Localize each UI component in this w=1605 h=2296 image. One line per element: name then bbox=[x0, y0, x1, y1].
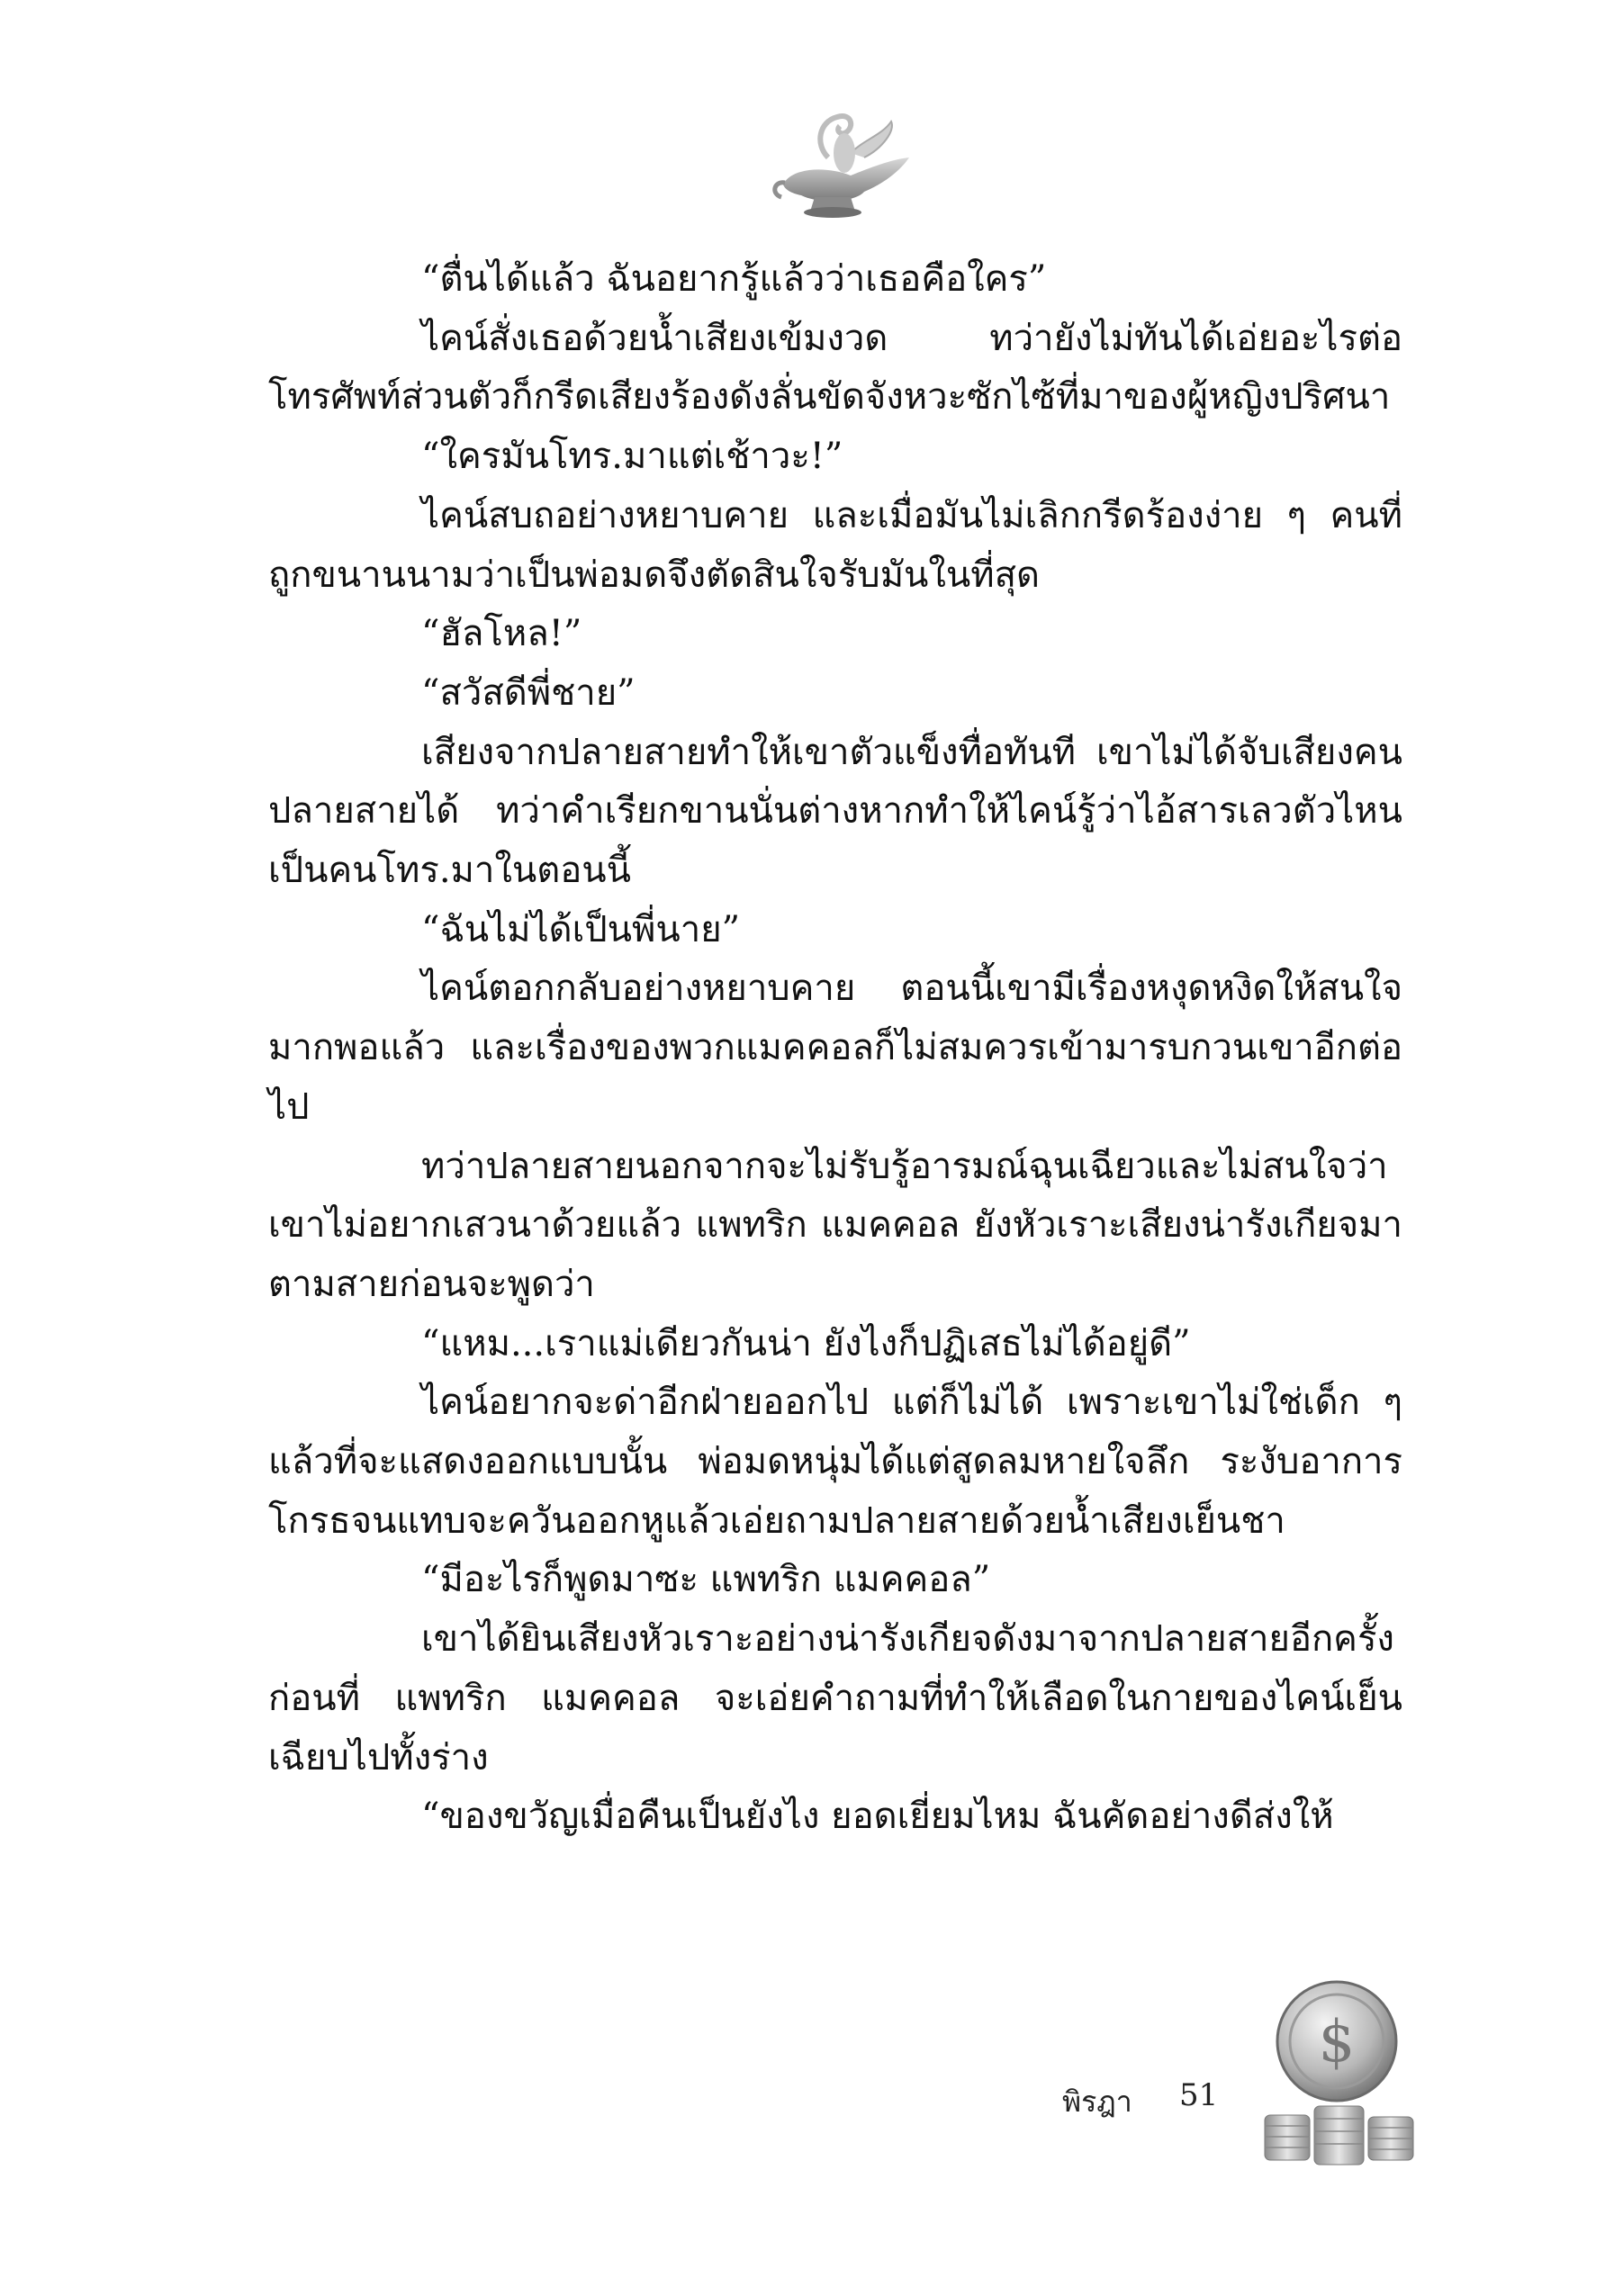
chapter-body bbox=[268, 250, 1402, 1847]
svg-text:$: $ bbox=[1318, 2009, 1356, 2075]
paragraph: เสียงจากปลายสายทำให้เขาตัวแข็งทื่อทันที เขาไม่ได้จับเสียงคนปลายสายได้ ทว่าคำเรียกขานนั่นต่างหากทำให้ไคน์รู้ว่าไอ้สารเลวตัวไหนเป็นคนโทร.มาในตอนนี้ bbox=[268, 731, 1402, 892]
author-name: พิรฎา bbox=[1062, 2084, 1132, 2119]
paragraph: ไคน์อยากจะด่าอีกฝ่ายออกไป แต่ก็ไม่ได้ เพราะเขาไม่ใช่เด็ก ๆ แล้วที่จะแสดงออกแบบนั้น พ่อมดหนุ่มได้แต่สูดลมหายใจลึก ระงับอาการโกรธจนแทบจะควันออกหูแล้วเอ่ยถามปลายสายด้วยน้ำเสียงเย็นชา bbox=[268, 1382, 1402, 1542]
paragraph-dialog: “ใครมันโทร.มาแต่เช้าวะ!” bbox=[421, 436, 843, 478]
paragraph-dialog: “ของขวัญเมื่อคืนเป็นยังไง ยอดเยี่ยมไหม ฉันคัดอย่างดีส่งให้ bbox=[421, 1796, 1334, 1838]
paragraph-dialog: “มีอะไรก็พูดมาซะ แพทริก แมคคอล” bbox=[421, 1559, 991, 1601]
paragraph-dialog: “ฉันไม่ได้เป็นพี่นาย” bbox=[421, 908, 741, 950]
paragraph-dialog: “แหม...เราแม่เดียวกันน่า ยังไงก็ปฏิเสธไม่ได้อยู่ดี” bbox=[421, 1322, 1191, 1364]
paragraph-dialog: “สวัสดีพี่ชาย” bbox=[421, 671, 636, 714]
paragraph: ไคน์สั่งเธอด้วยน้ำเสียงเข้มงวด ทว่ายังไม่ทันได้เอ่ยอะไรต่อ โทรศัพท์ส่วนตัวก็กรีดเสียงร้องดังลั่นขัดจังหวะซักไซ้ที่มาของผู้หญิงปริศนา bbox=[268, 317, 1402, 419]
paragraph: ไคน์ตอกกลับอย่างหยาบคาย ตอนนี้เขามีเรื่องหงุดหงิดให้สนใจมากพอแล้ว และเรื่องของพวกแมคคอลก็ไม่สมควรเข้ามารบกวนเขาอีกต่อไป bbox=[268, 968, 1402, 1128]
paragraph-dialog: “ตื่นได้แล้ว ฉันอยากรู้แล้วว่าเธอคือใคร” bbox=[421, 258, 1047, 300]
paragraph: ไคน์สบถอย่างหยาบคาย และเมื่อมันไม่เลิกกรีดร้องง่าย ๆ คนที่ถูกขนานนามว่าเป็นพ่อมดจึงตัดสินใจรับมันในที่สุด bbox=[268, 494, 1402, 596]
page-number: 51 bbox=[1179, 2077, 1219, 2113]
coin-stack-icon bbox=[1247, 1971, 1427, 2178]
paragraph: ทว่าปลายสายนอกจากจะไม่รับรู้อารมณ์ฉุนเฉียวและไม่สนใจว่าเขาไม่อยากเสวนาด้วยแล้ว แพทริก แมคคอล ยังหัวเราะเสียงน่ารังเกียจมาตามสายก่อนจะพูดว่า bbox=[268, 1145, 1402, 1305]
paragraph-dialog: “ฮัลโหล!” bbox=[421, 613, 582, 655]
genie-lamp-icon bbox=[765, 104, 918, 230]
paragraph: เขาได้ยินเสียงหัวเราะอย่างน่ารังเกียจดังมาจากปลายสายอีกครั้งก่อนที่ แพทริก แมคคอล จะเอ่ยคำถามที่ทำให้เลือดในกายของไคน์เย็นเฉียบไปทั้งร่าง bbox=[268, 1618, 1402, 1778]
